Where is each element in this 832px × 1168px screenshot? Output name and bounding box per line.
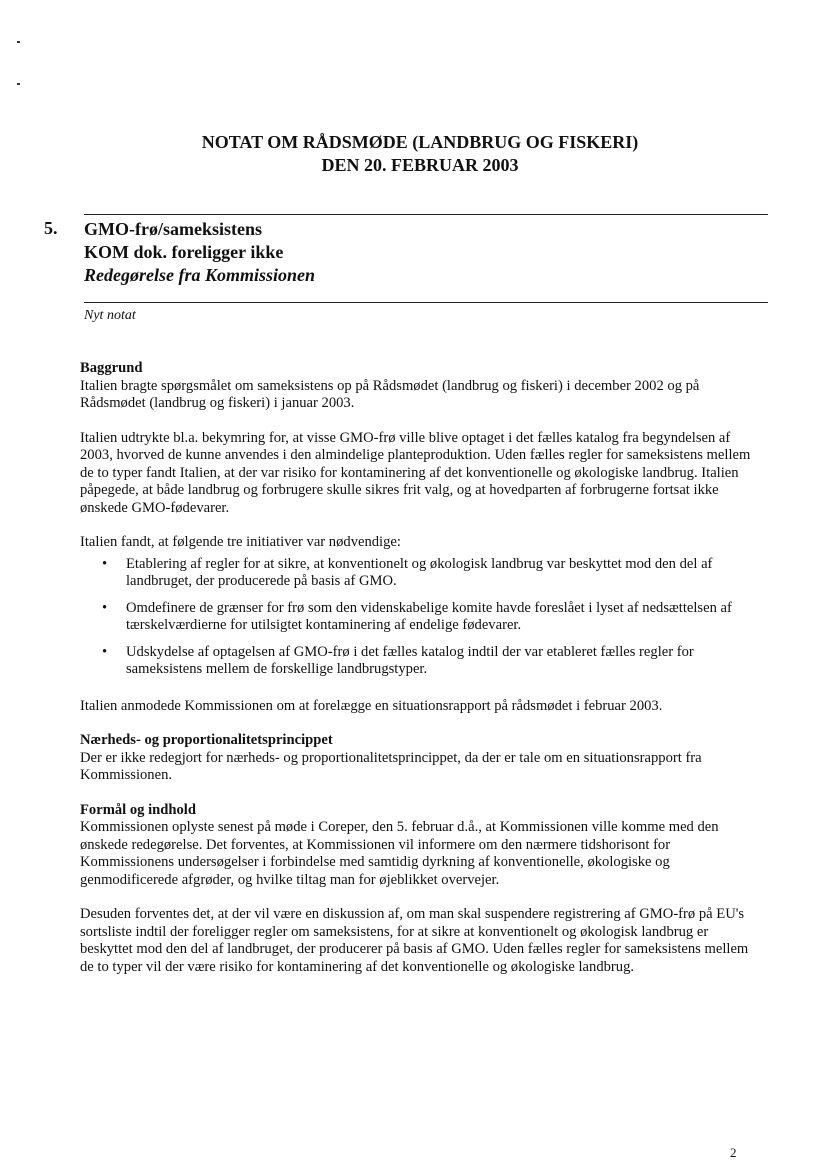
baggrund-paragraph-3: Italien fandt, at følgende tre initiativer var nødvendige:: [80, 534, 401, 550]
naerhed-heading: Nærheds- og proportionalitetsprincippet: [80, 732, 333, 748]
formaal-paragraph-1: Kommissionen oplyste senest på møde i Coreper, den 5. februar d.å., at Kommissionen ville komme med den ønskede redegørelse. Det forventes, at Kommissionen vil informere om den nærmere tidshorisont for Kommissionens undersøgelser i forbindelse med samtidig dyrkning af konventionelle, økologiske og genmodificerede afgrøder, og hvilke tiltag man for øjeblikket overvejer.: [80, 819, 719, 888]
initiatives-list: [80, 556, 752, 679]
bullet-icon: •: [102, 555, 108, 572]
section-note: Nyt notat: [84, 308, 136, 323]
title-line-1: NOTAT OM RÅDSMØDE (LANDBRUG OG FISKERI): [201, 132, 639, 152]
baggrund-paragraph-2: Italien udtrykte bl.a. bekymring for, at visse GMO-frø ville blive optaget i det fælles katalog fra begyndelsen af 2003, hvorved de kunne anvendes i den almindelige planteproduktion. Uden fælles regler for sameksistens mellem de to typer fandt Italien, at der var risiko for kontaminering af det konventionelle og økologiske landbrug. Italien påpegede, at både landbrug og forbrugere skulle sikres frit valg, og at hovedparten af forbrugerne fortsat ikke ønskede GMO-fødevarer.: [80, 429, 751, 516]
title-line-2: DEN 20. FEBRUAR 2003: [321, 155, 519, 175]
section-heading: GMO-frø/sameksistens: [84, 219, 262, 239]
formaal-heading: Formål og indhold: [80, 801, 196, 818]
baggrund-paragraph-4: Italien anmodede Kommissionen om at forelægge en situationsrapport på rådsmødet i februar 2003.: [80, 697, 663, 714]
scan-speck: [17, 83, 20, 85]
section-bottom-rule: [84, 302, 768, 303]
naerhed-paragraph-1: Der er ikke redegjort for nærheds- og proportionalitetsprincippet, da der er tale om en situationsrapport fra Kommissionen.: [80, 749, 702, 783]
document-body: [80, 360, 752, 976]
baggrund-paragraph-1: Italien bragte spørgsmålet om sameksistens op på Rådsmødet (landbrug og fiskeri) i december 2002 og på Rådsmødet (landbrug og fiskeri) i januar 2003.: [80, 377, 700, 411]
section-source: Redegørelse fra Kommissionen: [84, 265, 316, 285]
page-number: 2: [730, 1145, 737, 1160]
baggrund-heading: Baggrund: [80, 360, 143, 376]
formaal-paragraph-2: Desuden forventes det, at der vil være en diskussion af, om man skal suspendere registrering af GMO-frø på EU's sortsliste indtil der foreligger regler om sameksistens, for at sikre at konventionelt og økologisk landbrug er beskyttet mod den del af landbruget, der producerer på basis af GMO. Uden fælles regler for sameksistens mellem de to typer vil der være risiko for kontaminering af det konventionelle og økologiske landbrug.: [80, 906, 749, 975]
list-item: • Etablering af regler for at sikre, at konventionelt og økologisk landbrug var beskyttet mod den del af landbruget, der producerede på basis af GMO.: [102, 555, 713, 589]
scan-speck: [17, 41, 20, 43]
list-item: • Omdefinere de grænser for frø som den videnskabelige komite havde foreslået i lyset af nedsættelsen af tærskelværdierne for utilsigtet kontaminering af endelige fødevarer.: [102, 599, 732, 633]
section-heading-block: [84, 218, 315, 287]
bullet-icon: •: [102, 599, 108, 616]
page-title: [120, 131, 720, 177]
bullet-icon: •: [102, 643, 108, 660]
section-number: 5.: [44, 218, 58, 238]
section-subheading: KOM dok. foreligger ikke: [84, 242, 284, 262]
section-top-rule: [84, 214, 768, 215]
list-item: • Udskydelse af optagelsen af GMO-frø i det fælles katalog indtil der var etableret fælles regler for sameksistens mellem de forskellige landbrugstyper.: [102, 643, 694, 677]
